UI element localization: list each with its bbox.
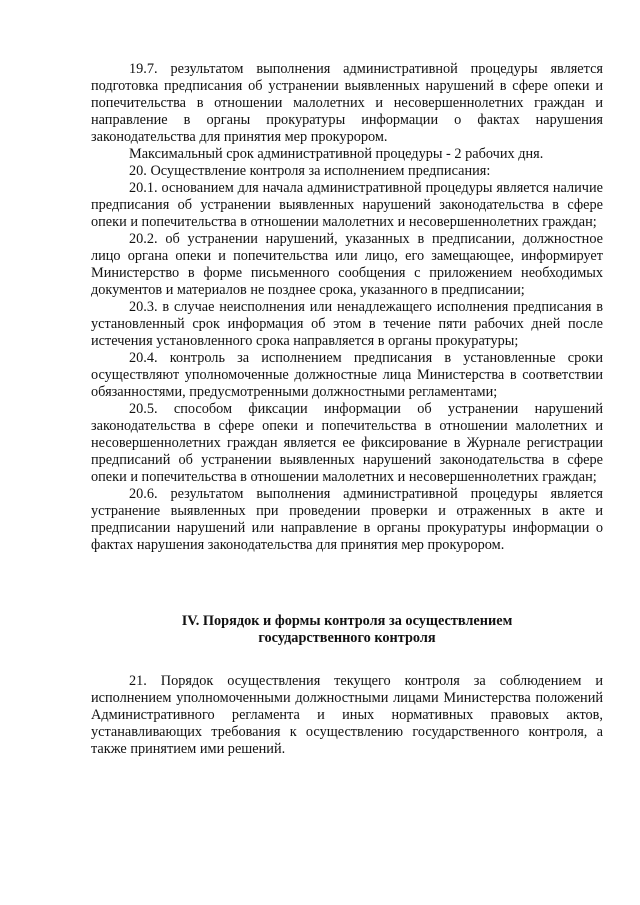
paragraph-max-term: Максимальный срок административной процедуры - 2 рабочих дня.	[129, 146, 544, 162]
paragraph-20-1: 20.1. основанием для начала административной процедуры является наличие предписания об устранении выявленных нарушений законодательства в сфере опеки и попечительства в отношении малолетних и несовершеннолетних граждан;	[91, 180, 603, 230]
section-title-line-2: государственного контроля	[258, 630, 436, 646]
section-heading	[91, 613, 603, 647]
document-page	[91, 61, 603, 758]
section-title-line-1: IV. Порядок и формы контроля за осуществлением	[181, 613, 513, 629]
paragraph-20-3: 20.3. в случае неисполнения или ненадлежащего исполнения предписания в установленный срок информация об этом в течение пяти рабочих дней после истечения установленного срока направляется в органы прокуратуры;	[91, 299, 603, 349]
paragraph-20-2: 20.2. об устранении нарушений, указанных в предписании, должностное лицо органа опеки и попечительства или лицо, его замещающее, информирует Министерство в форме письменного сообщения с приложением необходимых документов и материалов не позднее срока, указанного в предписании;	[91, 231, 603, 298]
paragraph-19-7: 19.7. результатом выполнения административной процедуры является подготовка предписания об устранении выявленных нарушений в сфере опеки и попечительства в отношении малолетних и несовершеннолетних граждан и направление в органы прокуратуры информации о фактах нарушения законодательства для принятия мер прокурором.	[91, 61, 603, 145]
paragraph-20: 20. Осуществление контроля за исполнением предписания:	[129, 163, 491, 179]
paragraph-21: 21. Порядок осуществления текущего контроля за соблюдением и исполнением уполномоченными должностными лицами Министерства положений Административного регламента и иных нормативных правовых актов, устанавливающих требования к осуществлению государственного контроля, а также принятием ими решений.	[91, 673, 603, 757]
spacer	[91, 647, 603, 673]
spacer	[91, 554, 603, 613]
paragraph-20-4: 20.4. контроль за исполнением предписания в установленные сроки осуществляют уполномоченные должностные лица Министерства в соответствии обязанностями, предусмотренными должностными регламентами;	[91, 350, 603, 400]
paragraph-20-6: 20.6. результатом выполнения административной процедуры является устранение выявленных при проведении проверки и отраженных в акте и предписании нарушений или направление в органы прокуратуры информации о фактах нарушения законодательства для принятия мер прокурором.	[91, 486, 603, 553]
paragraph-20-5: 20.5. способом фиксации информации об устранении нарушений законодательства в сфере опеки и попечительства в отношении малолетних и несовершеннолетних граждан является ее фиксирование в Журнале регистрации предписаний об устранении выявленных нарушений законодательства в сфере опеки и попечительства в отношении малолетних и несовершеннолетних граждан;	[91, 401, 603, 485]
